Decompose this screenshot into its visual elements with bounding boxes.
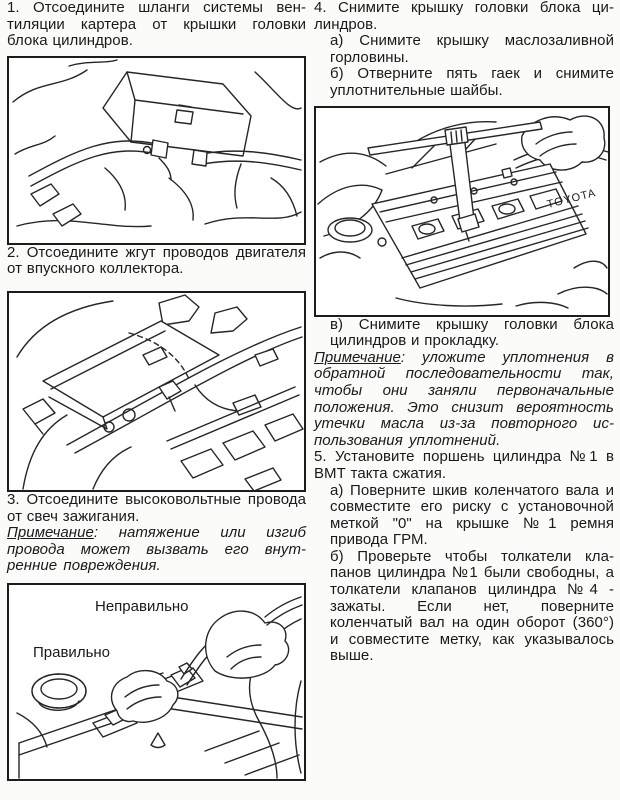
note-text: : натяжение или изгиб провода может вызвать его внутренние повреждения. — [7, 524, 306, 575]
step-5-text: 5. Установите поршень цилиндра №1 в ВМТ такта сжатия. — [314, 448, 614, 482]
step-3-text: 3. Отсоедините высоковольтные провода от свеч зажигания. — [7, 490, 306, 525]
step-4a-text: а) Снимите крышку маслозаливной горловины. — [330, 32, 614, 66]
step-4b-text: б) Отверните пять гаек и снимите уплотнительные шайбы. — [330, 65, 614, 99]
note-label: Примечание — [7, 524, 94, 542]
figure-spark-plug-wires — [7, 583, 306, 781]
valve-cover-wrench-illustration-icon — [316, 108, 608, 315]
step-5a-text: а) Поверните шкив коленчатого вала и совместите его риску с установочной меткой "0" на крышке №1 ремня привода ГРМ. — [330, 481, 614, 549]
toyota-logo-text: TOYOTA — [545, 186, 598, 211]
step-1-text: 1. Отсоедините шланги системы вентиляции картера от крышки головки блока цилиндров. — [7, 0, 306, 50]
label-incorrect: Неправильно — [95, 597, 189, 615]
step-5b-text: б) Проверьте чтобы толкатели клапанов цилиндра №1 были свободны, а толкатели клапанов цилиндра №4 - зажаты. Если нет, поверните коленчатый вал на один оборот (360°) и совместите метку, как указывалось выше. — [330, 547, 614, 665]
note-gasket-reuse — [314, 350, 614, 450]
figure-valve-cover-wrench — [314, 106, 610, 317]
step-2-text: 2. Отсоедините жгут проводов двигателя от впускного коллектора. — [7, 243, 306, 278]
figure-wiring-harness — [7, 291, 306, 492]
step-4-text: 4. Снимите крышку головки блока цилиндров. — [314, 0, 614, 33]
wiring-harness-illustration-icon — [9, 293, 304, 490]
note-label: Примечание — [314, 348, 401, 366]
left-column — [7, 0, 306, 781]
label-correct: Правильно — [33, 643, 111, 661]
ventilation-hoses-illustration-icon — [9, 58, 304, 243]
note-text: : уложите уплотнения в обратной последовательности так, чтобы они заняли первоначальные положения. Это снизит вероятность утечки масла из-за повторного использования уплотнений. — [314, 348, 614, 449]
figure-ventilation-hoses — [7, 56, 306, 245]
note-wire-damage — [7, 525, 306, 575]
step-4c-text: в) Снимите крышку головки блока цилиндров и прокладку. — [330, 315, 614, 350]
right-column — [314, 0, 614, 665]
spark-plug-wire-removal-illustration-icon — [9, 585, 304, 779]
